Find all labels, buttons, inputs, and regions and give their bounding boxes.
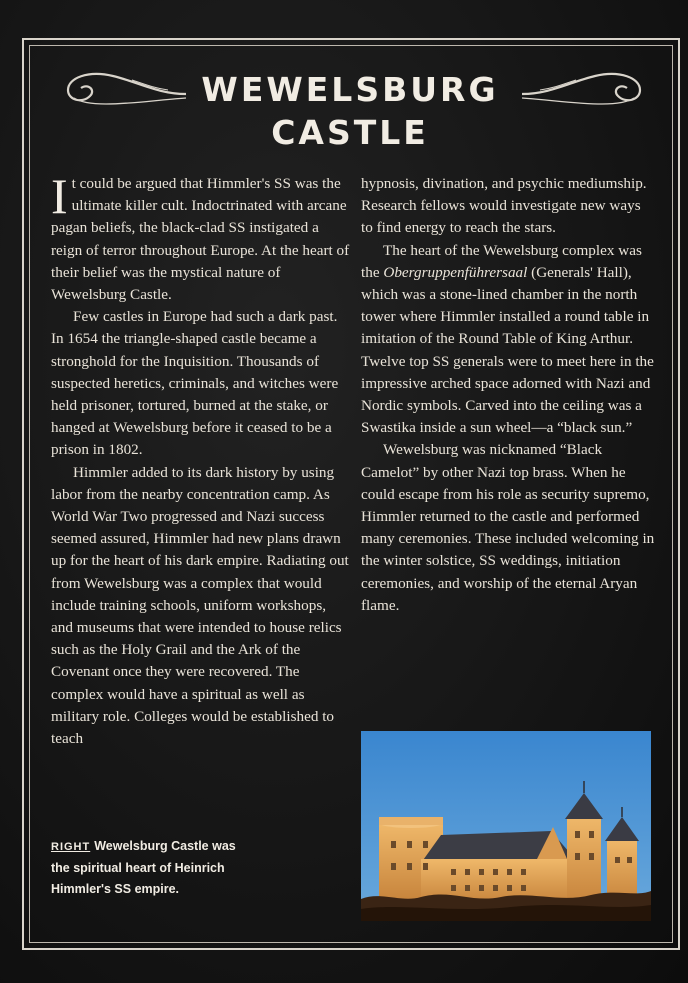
drop-cap: I: [51, 168, 68, 224]
body-paragraph: [361, 240, 656, 440]
caption-direction-tag: RIGHT: [51, 841, 91, 853]
italic-term: Obergruppenführersaal: [383, 263, 528, 281]
page-title-line-1: WEWELSBURG: [201, 70, 499, 109]
body-paragraph: Himmler added to its dark history by using labor from the nearby concentration camp. As World War Two progressed and Nazi success seemed assured, Himmler had new plans drawn up for the heart of his dark empire. Radiating out from Wewelsburg was a complex that would include training schools, uniform workshops, and museums that were intended to house relics such as the Holy Grail and the Ark of the Covenant once they were recovered. The complex would have a spiritual as well as military role. Colleges would be established to teach: [51, 463, 349, 748]
castle-photo: [361, 731, 651, 921]
caption-text: Wewelsburg Castle was the spiritual heart of Heinrich Himmler's SS empire.: [51, 839, 236, 896]
intro-paragraph-text: t could be argued that Himmler's SS was the ultimate killer cult. Indoctrinated with arcane pagan beliefs, the black-clad SS instigated a reign of terror throughout Europe. At the heart of their belief was the mystical nature of Wewelsburg Castle.: [51, 175, 350, 304]
body-paragraph: hypnosis, divination, and psychic mediumship. Research fellows would investigate new ways to find energy to reach the stars.: [361, 175, 647, 237]
page-title-line-2: CASTLE: [271, 113, 429, 152]
photo-caption: [51, 836, 251, 900]
right-text-column: [361, 173, 656, 617]
body-text: The heart of the Wewelsburg complex was the: [361, 241, 642, 281]
body-paragraph: Few castles in Europe had such a dark past. In 1654 the triangle-shaped castle became a stronghold for the Inquisition. Thousands of suspected heretics, criminals, and witches were held prisoner, tortured, burned at the stake, or hanged at Wewelsburg before it ceased to be a prison in 1802.: [51, 308, 339, 459]
body-paragraph: Wewelsburg was nicknamed “Black Camelot” by other Nazi top brass. When he could escape from his role as security supremo, Himmler returned to the castle and performed many ceremonies. These included welcoming in the winter solstice, SS weddings, initiation ceremonies, and worship of the eternal Aryan flame.: [361, 441, 655, 614]
body-text: (Generals' Hall), which was a stone-lined chamber in the north tower where Himmler installed a round table in imitation of the Round Table of King Arthur. Twelve top SS generals were to meet here in the impressive arched space adorned with Nazi and Nordic symbols. Carved into the ceiling was a Swastika inside a sun wheel—a “black sun.”: [361, 263, 654, 437]
left-text-column: [51, 168, 351, 750]
intro-paragraph: [51, 168, 351, 306]
